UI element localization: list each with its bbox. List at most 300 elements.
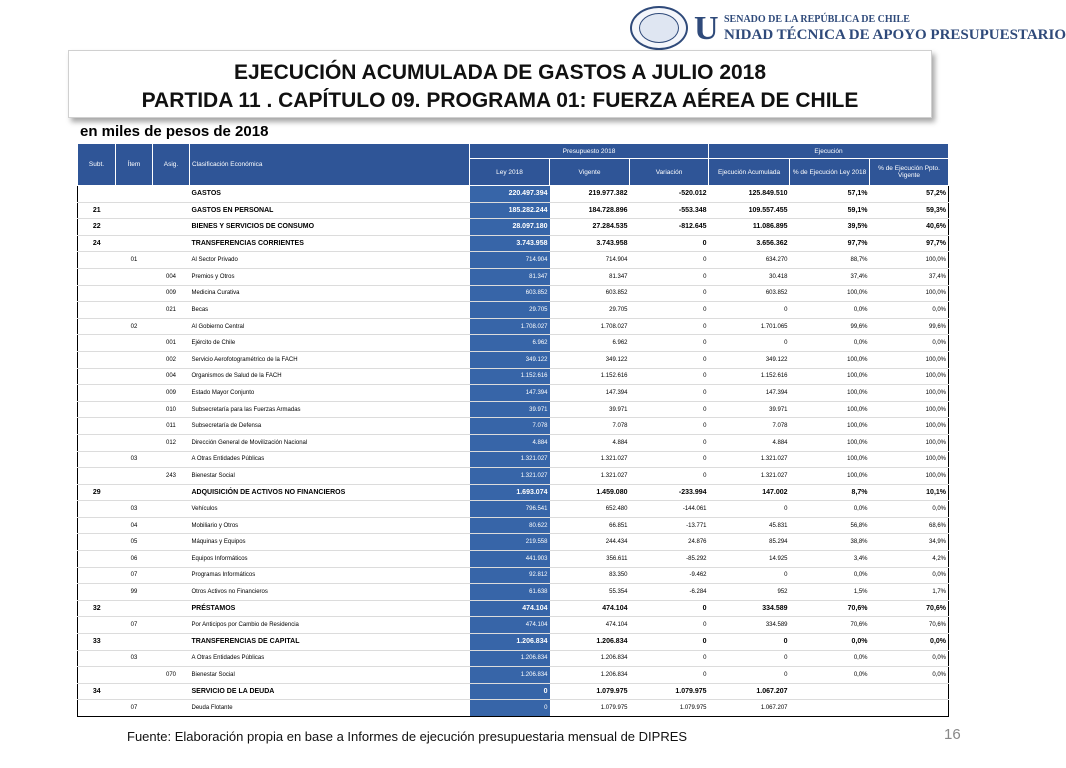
cell-ley: 1.206.834: [470, 650, 550, 667]
cell-desc: Bienestar Social: [190, 468, 470, 485]
cell-pct-vig: 57,2%: [870, 186, 949, 203]
cell-item: [116, 683, 153, 700]
cell-ejec: 1.152.616: [709, 368, 790, 385]
cell-ley: 441.903: [470, 551, 550, 568]
cell-subt: [78, 468, 116, 485]
cell-ejec: 125.849.510: [709, 186, 790, 203]
cell-item: 01: [116, 252, 153, 269]
cell-pct-ley: [790, 700, 870, 717]
cell-ley: 220.497.394: [470, 186, 550, 203]
cell-asig: 009: [153, 385, 190, 402]
cell-asig: [153, 235, 190, 252]
cell-vigente: 356.611: [550, 551, 630, 568]
cell-ejec: 45.831: [709, 517, 790, 534]
cell-pct-vig: 10,1%: [870, 484, 949, 501]
cell-item: [116, 667, 153, 684]
cell-ejec: 0: [709, 501, 790, 518]
cell-pct-ley: 100,0%: [790, 368, 870, 385]
cell-ley: 474.104: [470, 600, 550, 617]
table-row: [78, 385, 949, 402]
cell-ejec: 0: [709, 302, 790, 319]
cell-variacion: -85.292: [630, 551, 709, 568]
cell-desc: ADQUISICIÓN DE ACTIVOS NO FINANCIEROS: [190, 484, 470, 501]
cell-ejec: 334.589: [709, 600, 790, 617]
cell-ejec: 11.086.895: [709, 219, 790, 236]
cell-subt: [78, 351, 116, 368]
cell-vigente: 184.728.896: [550, 202, 630, 219]
cell-item: [116, 186, 153, 203]
cell-ley: 39.971: [470, 401, 550, 418]
table-row: [78, 617, 949, 634]
cell-item: [116, 302, 153, 319]
cell-vigente: 1.206.834: [550, 667, 630, 684]
cell-pct-ley: 0,0%: [790, 634, 870, 651]
cell-vigente: 652.480: [550, 501, 630, 518]
cell-subt: [78, 368, 116, 385]
cell-desc: GASTOS EN PERSONAL: [190, 202, 470, 219]
cell-ejec: 349.122: [709, 351, 790, 368]
cell-vigente: 81.347: [550, 268, 630, 285]
cell-ejec: 603.852: [709, 285, 790, 302]
table-row: [78, 451, 949, 468]
cell-ejec: 3.656.362: [709, 235, 790, 252]
cell-variacion: 0: [630, 302, 709, 319]
cell-pct-ley: 0,0%: [790, 667, 870, 684]
cell-asig: [153, 584, 190, 601]
table-body: [78, 186, 949, 717]
cell-desc: Organismos de Salud de la FACH: [190, 368, 470, 385]
cell-item: [116, 484, 153, 501]
cell-pct-ley: 100,0%: [790, 451, 870, 468]
cell-desc: Premios y Otros: [190, 268, 470, 285]
cell-item: [116, 468, 153, 485]
cell-item: [116, 351, 153, 368]
cell-desc: Becas: [190, 302, 470, 319]
cell-desc: Al Sector Privado: [190, 252, 470, 269]
cell-ejec: 14.925: [709, 551, 790, 568]
cell-pct-ley: 8,7%: [790, 484, 870, 501]
table-row: [78, 335, 949, 352]
cell-variacion: 0: [630, 650, 709, 667]
cell-vigente: 1.321.027: [550, 451, 630, 468]
cell-variacion: -520.012: [630, 186, 709, 203]
cell-variacion: -9.462: [630, 567, 709, 584]
cell-variacion: 0: [630, 385, 709, 402]
cell-asig: 010: [153, 401, 190, 418]
cell-pct-vig: 40,6%: [870, 219, 949, 236]
cell-ejec: 4.884: [709, 434, 790, 451]
col-variacion: Variación: [630, 159, 709, 186]
cell-ley: 1.321.027: [470, 468, 550, 485]
col-pct-vigente: % de Ejecución Ppto. Vigente: [870, 159, 949, 186]
cell-vigente: 1.459.080: [550, 484, 630, 501]
cell-pct-ley: 100,0%: [790, 385, 870, 402]
cell-asig: 004: [153, 268, 190, 285]
cell-item: [116, 335, 153, 352]
table-row: [78, 683, 949, 700]
cell-pct-ley: 0,0%: [790, 567, 870, 584]
cell-subt: [78, 401, 116, 418]
cell-pct-ley: 39,5%: [790, 219, 870, 236]
cell-item: 07: [116, 617, 153, 634]
cell-pct-ley: 37,4%: [790, 268, 870, 285]
cell-pct-ley: 100,0%: [790, 285, 870, 302]
cell-subt: [78, 318, 116, 335]
cell-pct-ley: 70,6%: [790, 617, 870, 634]
cell-subt: [78, 335, 116, 352]
brand-line-1: SENADO DE LA REPÚBLICA DE CHILE: [724, 14, 910, 25]
cell-pct-ley: 56,8%: [790, 517, 870, 534]
cell-vigente: 1.708.027: [550, 318, 630, 335]
cell-desc: Vehículos: [190, 501, 470, 518]
table-row: [78, 186, 949, 203]
cell-asig: [153, 683, 190, 700]
cell-desc: TRANSFERENCIAS DE CAPITAL: [190, 634, 470, 651]
cell-pct-vig: 100,0%: [870, 351, 949, 368]
cell-asig: [153, 567, 190, 584]
cell-ley: 92.812: [470, 567, 550, 584]
col-vigente: Vigente: [550, 159, 630, 186]
cell-variacion: 1.079.975: [630, 683, 709, 700]
cell-ley: 0: [470, 700, 550, 717]
table-row: [78, 368, 949, 385]
cell-vigente: 6.962: [550, 335, 630, 352]
cell-pct-ley: 57,1%: [790, 186, 870, 203]
table-row: [78, 667, 949, 684]
cell-pct-ley: 3,4%: [790, 551, 870, 568]
cell-pct-vig: 0,0%: [870, 302, 949, 319]
cell-pct-ley: 0,0%: [790, 302, 870, 319]
cell-pct-vig: 0,0%: [870, 501, 949, 518]
page-number: 16: [944, 726, 961, 743]
cell-pct-ley: 100,0%: [790, 351, 870, 368]
cell-subt: [78, 252, 116, 269]
cell-item: [116, 418, 153, 435]
unit-label: en miles de pesos de 2018: [80, 123, 269, 140]
cell-desc: Máquinas y Equipos: [190, 534, 470, 551]
cell-vigente: 714.904: [550, 252, 630, 269]
cell-vigente: 27.284.535: [550, 219, 630, 236]
cell-asig: [153, 219, 190, 236]
cell-ejec: 0: [709, 634, 790, 651]
cell-desc: TRANSFERENCIAS CORRIENTES: [190, 235, 470, 252]
cell-item: [116, 600, 153, 617]
cell-asig: [153, 650, 190, 667]
cell-ley: 4.884: [470, 434, 550, 451]
table-row: [78, 285, 949, 302]
cell-pct-vig: 34,9%: [870, 534, 949, 551]
cell-ley: 474.104: [470, 617, 550, 634]
cell-pct-vig: [870, 700, 949, 717]
cell-subt: 21: [78, 202, 116, 219]
cell-variacion: 0: [630, 451, 709, 468]
cell-ejec: 0: [709, 667, 790, 684]
table-row: [78, 302, 949, 319]
cell-item: [116, 268, 153, 285]
cell-pct-ley: 88,7%: [790, 252, 870, 269]
table-row: [78, 484, 949, 501]
cell-pct-vig: 4,2%: [870, 551, 949, 568]
cell-vigente: 1.079.975: [550, 683, 630, 700]
cell-ejec: 1.067.207: [709, 683, 790, 700]
cell-vigente: 1.152.616: [550, 368, 630, 385]
cell-desc: SERVICIO DE LA DEUDA: [190, 683, 470, 700]
cell-ejec: 85.294: [709, 534, 790, 551]
cell-vigente: 244.434: [550, 534, 630, 551]
cell-desc: GASTOS: [190, 186, 470, 203]
source-note: Fuente: Elaboración propia en base a Informes de ejecución presupuestaria mensual de DIPRES: [127, 729, 688, 744]
cell-variacion: 0: [630, 468, 709, 485]
cell-item: 03: [116, 501, 153, 518]
col-subt: Subt.: [78, 144, 116, 186]
cell-pct-ley: 0,0%: [790, 501, 870, 518]
cell-ejec: 0: [709, 567, 790, 584]
cell-subt: 29: [78, 484, 116, 501]
cell-subt: [78, 567, 116, 584]
cell-pct-vig: 100,0%: [870, 385, 949, 402]
cell-asig: 243: [153, 468, 190, 485]
cell-ejec: 1.321.027: [709, 468, 790, 485]
cell-desc: Otros Activos no Financieros: [190, 584, 470, 601]
cell-pct-vig: 1,7%: [870, 584, 949, 601]
cell-ley: 219.558: [470, 534, 550, 551]
cell-vigente: 349.122: [550, 351, 630, 368]
cell-vigente: 4.884: [550, 434, 630, 451]
cell-variacion: 0: [630, 600, 709, 617]
cell-item: [116, 634, 153, 651]
cell-asig: [153, 600, 190, 617]
cell-vigente: 1.206.834: [550, 650, 630, 667]
cell-vigente: 66.851: [550, 517, 630, 534]
cell-variacion: 0: [630, 368, 709, 385]
cell-subt: [78, 285, 116, 302]
cell-vigente: 474.104: [550, 600, 630, 617]
cell-pct-ley: [790, 683, 870, 700]
cell-pct-vig: 70,6%: [870, 600, 949, 617]
group-presupuesto: Presupuesto 2018: [470, 144, 709, 159]
cell-ley: 81.347: [470, 268, 550, 285]
cell-pct-vig: 0,0%: [870, 567, 949, 584]
cell-subt: [78, 186, 116, 203]
cell-desc: Al Gobierno Central: [190, 318, 470, 335]
cell-subt: [78, 501, 116, 518]
cell-pct-vig: 68,6%: [870, 517, 949, 534]
cell-pct-ley: 97,7%: [790, 235, 870, 252]
cell-pct-ley: 99,6%: [790, 318, 870, 335]
cell-variacion: -6.284: [630, 584, 709, 601]
cell-vigente: 39.971: [550, 401, 630, 418]
cell-item: 06: [116, 551, 153, 568]
table-row: [78, 567, 949, 584]
table-row: [78, 401, 949, 418]
cell-desc: Ejército de Chile: [190, 335, 470, 352]
cell-pct-ley: 59,1%: [790, 202, 870, 219]
cell-pct-vig: 100,0%: [870, 434, 949, 451]
table-row: [78, 434, 949, 451]
cell-ley: 714.904: [470, 252, 550, 269]
cell-desc: Dirección General de Movilización Nacional: [190, 434, 470, 451]
cell-vigente: 83.350: [550, 567, 630, 584]
cell-ejec: 109.557.455: [709, 202, 790, 219]
table-row: [78, 235, 949, 252]
cell-vigente: 603.852: [550, 285, 630, 302]
cell-variacion: 0: [630, 418, 709, 435]
cell-pct-vig: [870, 683, 949, 700]
col-pct-ley: % de Ejecución Ley 2018: [790, 159, 870, 186]
cell-pct-ley: 0,0%: [790, 650, 870, 667]
table-row: [78, 534, 949, 551]
cell-ley: 29.705: [470, 302, 550, 319]
cell-asig: 009: [153, 285, 190, 302]
cell-pct-ley: 0,0%: [790, 335, 870, 352]
cell-asig: 004: [153, 368, 190, 385]
cell-ley: 1.206.834: [470, 634, 550, 651]
cell-subt: 24: [78, 235, 116, 252]
cell-ley: 349.122: [470, 351, 550, 368]
cell-subt: [78, 268, 116, 285]
cell-vigente: 29.705: [550, 302, 630, 319]
cell-subt: [78, 451, 116, 468]
cell-desc: BIENES Y SERVICIOS DE CONSUMO: [190, 219, 470, 236]
cell-asig: [153, 634, 190, 651]
table-row: [78, 219, 949, 236]
table-row: [78, 418, 949, 435]
cell-pct-vig: 0,0%: [870, 667, 949, 684]
table-row: [78, 634, 949, 651]
title-box: [68, 50, 932, 118]
cell-pct-ley: 100,0%: [790, 468, 870, 485]
cell-vigente: 474.104: [550, 617, 630, 634]
cell-ejec: 1.321.027: [709, 451, 790, 468]
cell-ejec: 7.078: [709, 418, 790, 435]
budget-table: [77, 143, 949, 717]
cell-pct-vig: 0,0%: [870, 335, 949, 352]
cell-item: 05: [116, 534, 153, 551]
cell-ejec: 334.589: [709, 617, 790, 634]
cell-desc: A Otras Entidades Públicas: [190, 650, 470, 667]
cell-subt: [78, 584, 116, 601]
cell-subt: [78, 434, 116, 451]
cell-pct-vig: 0,0%: [870, 650, 949, 667]
cell-variacion: -233.994: [630, 484, 709, 501]
cell-asig: 012: [153, 434, 190, 451]
table-row: [78, 202, 949, 219]
cell-item: 99: [116, 584, 153, 601]
cell-pct-vig: 97,7%: [870, 235, 949, 252]
cell-ejec: 1.701.065: [709, 318, 790, 335]
cell-asig: 001: [153, 335, 190, 352]
cell-vigente: 1.079.975: [550, 700, 630, 717]
cell-asig: [153, 484, 190, 501]
cell-item: 07: [116, 567, 153, 584]
cell-variacion: 1.079.975: [630, 700, 709, 717]
cell-item: [116, 368, 153, 385]
table-row: [78, 501, 949, 518]
cell-desc: PRÉSTAMOS: [190, 600, 470, 617]
cell-item: [116, 385, 153, 402]
cell-ley: 796.541: [470, 501, 550, 518]
cell-subt: [78, 617, 116, 634]
cell-item: 02: [116, 318, 153, 335]
cell-ley: 28.097.180: [470, 219, 550, 236]
cell-ley: 3.743.958: [470, 235, 550, 252]
cell-item: 03: [116, 650, 153, 667]
cell-asig: [153, 534, 190, 551]
cell-variacion: -812.645: [630, 219, 709, 236]
table-row: [78, 318, 949, 335]
cell-item: [116, 434, 153, 451]
brand-letter: U: [694, 10, 719, 47]
cell-ley: 1.206.834: [470, 667, 550, 684]
page-subtitle: PARTIDA 11 . CAPÍTULO 09. PROGRAMA 01: FUERZA AÉREA DE CHILE: [141, 89, 859, 112]
cell-subt: [78, 650, 116, 667]
cell-asig: [153, 700, 190, 717]
col-clasificacion: Clasificación Económica: [190, 144, 470, 186]
cell-ley: 80.622: [470, 517, 550, 534]
table-row: [78, 551, 949, 568]
cell-ley: 1.708.027: [470, 318, 550, 335]
table-row: [78, 517, 949, 534]
cell-variacion: 0: [630, 235, 709, 252]
cell-variacion: -553.348: [630, 202, 709, 219]
cell-subt: [78, 551, 116, 568]
cell-variacion: 0: [630, 285, 709, 302]
cell-pct-vig: 100,0%: [870, 285, 949, 302]
cell-asig: [153, 617, 190, 634]
cell-pct-vig: 0,0%: [870, 634, 949, 651]
cell-item: [116, 219, 153, 236]
cell-item: [116, 401, 153, 418]
cell-variacion: 0: [630, 318, 709, 335]
cell-asig: 070: [153, 667, 190, 684]
cell-ley: 603.852: [470, 285, 550, 302]
table-row: [78, 268, 949, 285]
cell-vigente: 7.078: [550, 418, 630, 435]
col-ejecucion-acumulada: Ejecución Acumulada: [709, 159, 790, 186]
cell-pct-vig: 37,4%: [870, 268, 949, 285]
cell-vigente: 1.206.834: [550, 634, 630, 651]
cell-variacion: 0: [630, 434, 709, 451]
cell-desc: Medicina Curativa: [190, 285, 470, 302]
cell-asig: [153, 186, 190, 203]
cell-subt: [78, 418, 116, 435]
cell-asig: [153, 252, 190, 269]
cell-item: 03: [116, 451, 153, 468]
table-row: [78, 650, 949, 667]
cell-subt: [78, 667, 116, 684]
cell-asig: 011: [153, 418, 190, 435]
senado-seal-logo: [630, 6, 688, 50]
cell-subt: 22: [78, 219, 116, 236]
col-ley: Ley 2018: [470, 159, 550, 186]
cell-variacion: -144.061: [630, 501, 709, 518]
table-row: [78, 584, 949, 601]
cell-ejec: 0: [709, 650, 790, 667]
cell-variacion: 0: [630, 667, 709, 684]
cell-ley: 185.282.244: [470, 202, 550, 219]
cell-pct-vig: 59,3%: [870, 202, 949, 219]
cell-desc: Deuda Flotante: [190, 700, 470, 717]
cell-asig: [153, 517, 190, 534]
cell-item: 04: [116, 517, 153, 534]
cell-pct-ley: 70,6%: [790, 600, 870, 617]
table-row: [78, 468, 949, 485]
cell-desc: Bienestar Social: [190, 667, 470, 684]
page-title: EJECUCIÓN ACUMULADA DE GASTOS A JULIO 2018: [233, 61, 767, 84]
seal-emblem-icon: [639, 13, 679, 43]
cell-pct-ley: 1,5%: [790, 584, 870, 601]
cell-desc: Subsecretaría para las Fuerzas Armadas: [190, 401, 470, 418]
